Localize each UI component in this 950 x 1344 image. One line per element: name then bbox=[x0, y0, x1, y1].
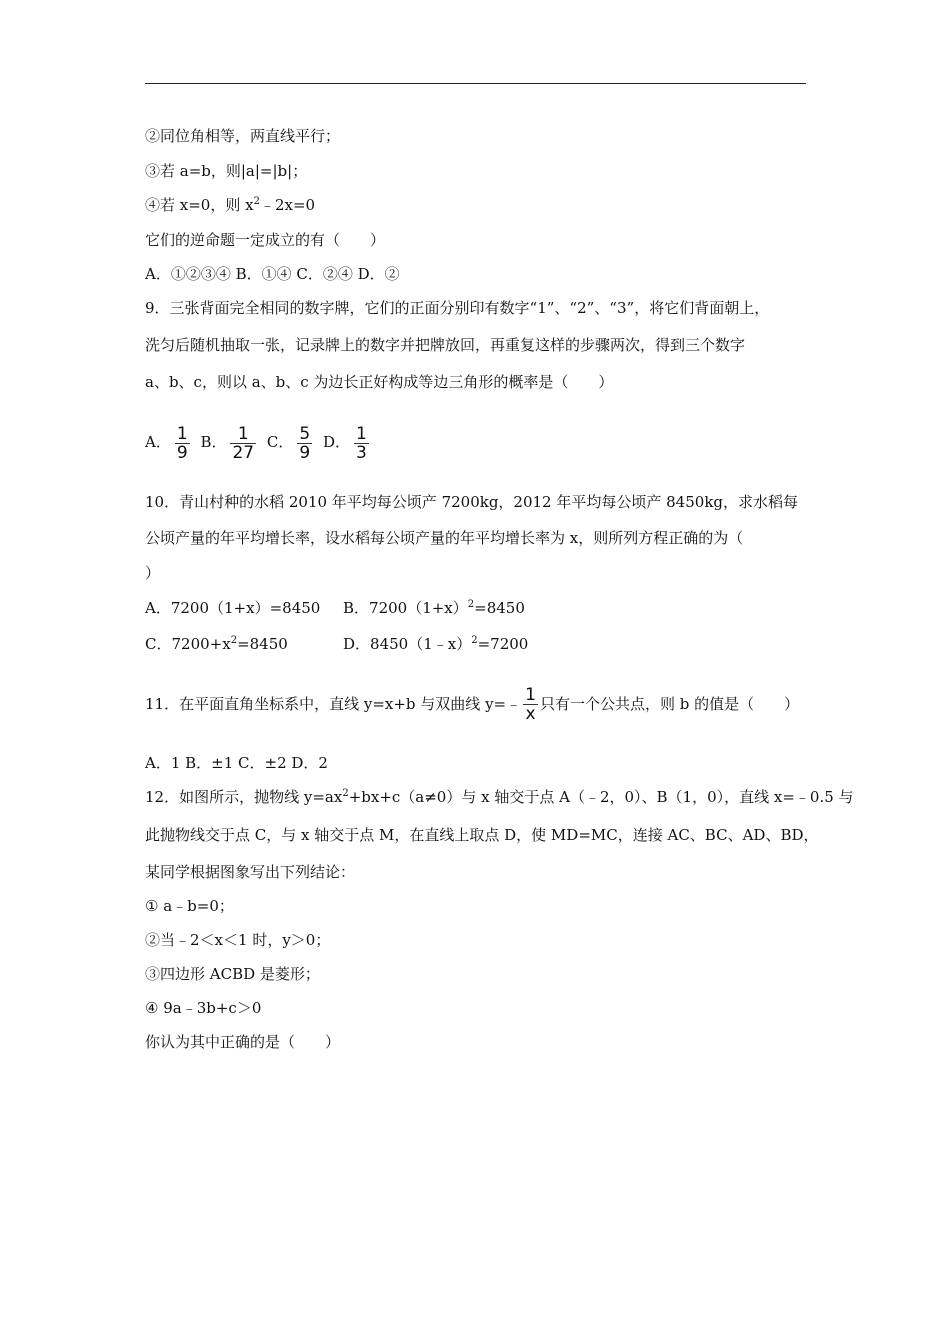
q12-conclusion-4: ④ 9a﹣3b+c＞0 bbox=[145, 999, 262, 1017]
q10-option-c: C．$7200+x^2=8450$ bbox=[145, 635, 288, 653]
q12-stem: 你认为其中正确的是（ ） bbox=[145, 1033, 341, 1051]
fraction: $\frac{1}{x}$ bbox=[525, 684, 536, 724]
q9-line-2: 洗匀后随机抽取一张，记录牌上的数字并把牌放回，再重复这样的步骤两次，得到三个数字 bbox=[145, 336, 746, 354]
q8-options: A．①②③④ B．①④ C．②④ D．② bbox=[145, 265, 400, 283]
q10-option-b: B．$7200(1+x)^2=8450$ bbox=[343, 599, 525, 617]
q12-conclusion-3: ③四边形 ACBD 是菱形； bbox=[145, 965, 320, 983]
q12-line-2: 此抛物线交于点 C，与 x 轴交于点 M，在直线上取点 D，使 MD=MC，连接 AC、BC、AD、BD， bbox=[145, 826, 819, 844]
q11-stem: 11．在平面直角坐标系中，直线 y=x+b 与双曲线 y=﹣ $\frac{1}{x}$ 只有一个公共点，则 b 的值是（ ） bbox=[145, 684, 800, 724]
q11-options: A．1 B．±1 C．±2 D．2 bbox=[145, 754, 328, 772]
q10-line-3: ） bbox=[145, 564, 161, 582]
fraction: $\frac{1}{3}$ bbox=[356, 423, 367, 463]
q9-option-d: D． $\frac{1}{3}$ bbox=[323, 423, 367, 463]
fraction: $\frac{1}{27}$ bbox=[232, 423, 255, 463]
q10-option-d: D．8450（1﹣x）$^2$=7200 bbox=[343, 635, 529, 653]
q8-item-4: ④若 x=0，则 $x^2﹣2x=0$ bbox=[145, 196, 316, 214]
header-rule bbox=[145, 83, 806, 84]
q9-line-3: a、b、c，则以 a、b、c 为边长正好构成等边三角形的概率是（ ） bbox=[145, 373, 614, 391]
fraction: $\frac{5}{9}$ bbox=[299, 423, 311, 463]
q9-options bbox=[145, 421, 375, 461]
fraction: $\frac{1}{9}$ bbox=[176, 423, 188, 463]
q12-line-3: 某同学根据图象写出下列结论： bbox=[145, 863, 356, 881]
q8-item-2: ②同位角相等，两直线平行； bbox=[145, 127, 341, 145]
q12-line-1: 12．如图所示，抛物线 $y=ax^2+bx+c(a\ne 0)$与 x 轴交于点 A（﹣2，0）、B（1，0），直线 x=﹣0.5 与 bbox=[145, 788, 854, 806]
q9-option-a: A． $\frac{1}{9}$ bbox=[145, 423, 188, 463]
q10-option-a: A．7200（1+x）=8450 bbox=[145, 599, 321, 617]
q9-option-b: B． $\frac{1}{27}$ bbox=[200, 423, 255, 463]
q10-line-2: 公顷产量的年平均增长率，设水稻每公顷产量的年平均增长率为 x，则所列方程正确的为（ bbox=[145, 529, 744, 547]
q12-conclusion-2: ②当﹣2＜x＜1 时，y＞0； bbox=[145, 931, 331, 949]
q9-option-c: C． $\frac{5}{9}$ bbox=[266, 423, 311, 463]
q10-line-1: 10．青山村种的水稻 2010 年平均每公顷产 7200kg，2012 年平均每公顷产 8450kg，求水稻每 bbox=[145, 493, 799, 511]
q9-line-1: 9．三张背面完全相同的数字牌，它们的正面分别印有数字“1”、“2”、“3”，将它们背面朝上， bbox=[145, 299, 770, 317]
q8-item-3: ③若 a=b，则|a|=|b|； bbox=[145, 162, 308, 180]
q8-stem: 它们的逆命题一定成立的有（ ） bbox=[145, 231, 386, 249]
q12-conclusion-1: ① a﹣b=0； bbox=[145, 897, 234, 915]
